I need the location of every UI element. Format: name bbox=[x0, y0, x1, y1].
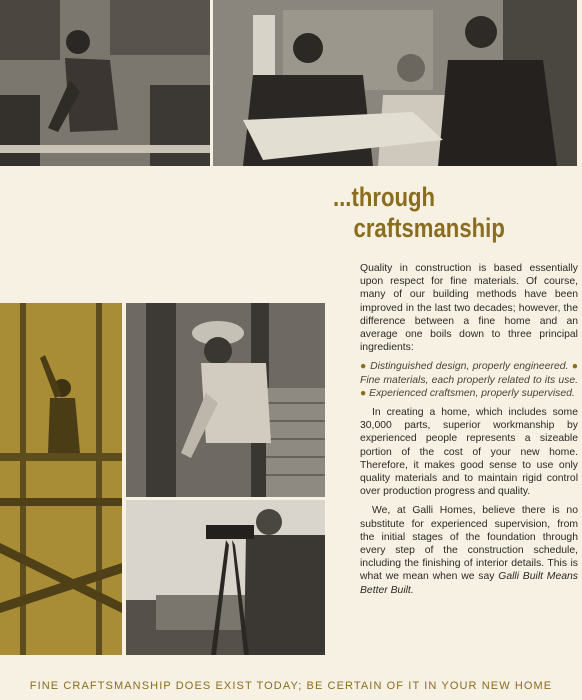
photo-carpenter-sawing bbox=[0, 0, 210, 166]
ingredients-list bbox=[360, 360, 578, 400]
cost-paragraph: In creating a home, which includes some 30,000 parts, superior workmanship by experienced people represents a sizeable portion of the cost of your new home. Therefore, it makes good sense to use only quality materials and to maintain rigid control over production progress and quality. bbox=[360, 407, 578, 498]
body-copy bbox=[360, 262, 578, 603]
footer-tagline: FINE CRAFTSMANSHIP DOES EXIST TODAY; BE CERTAIN OF IT IN YOUR NEW HOME bbox=[29, 680, 553, 692]
ingredient-design: Distinguished design, properly engineered. bbox=[370, 361, 569, 373]
bullet-icon: ● bbox=[360, 387, 367, 399]
heading-line-1: ...through bbox=[333, 182, 436, 212]
heading-line-2: craftsmanship bbox=[353, 213, 505, 243]
photo-bricklayer bbox=[126, 303, 325, 497]
bullet-icon: ● bbox=[571, 361, 579, 373]
supervision-paragraph bbox=[360, 504, 578, 596]
photo-surveyor-with-transit bbox=[126, 500, 325, 655]
section-heading bbox=[333, 182, 530, 244]
bullet-icon: ● bbox=[360, 361, 367, 373]
ingredient-craftsmen: Experienced craftsmen, properly supervised. bbox=[369, 387, 575, 399]
photo-men-reviewing-plans bbox=[213, 0, 577, 166]
supervision-text: We, at Galli Homes, believe there is no substitute for experienced supervision, from the initial stages of the foundation through every step of the construction schedule, including the finishing of interior details. This is what we mean when we say bbox=[360, 505, 578, 583]
intro-paragraph: Quality in construction is based essentially upon respect for fine materials. Of course, many of our building methods have been improved in the last two decades; however, the difference between a fine home and an average one boils down to three principal ingredients: bbox=[360, 263, 578, 354]
ingredient-materials: Fine materials, each properly related to its use. bbox=[360, 374, 578, 386]
photo-framer-on-scaffold bbox=[0, 303, 122, 655]
slogan-text: Galli Built Means Better Built. bbox=[360, 571, 578, 596]
